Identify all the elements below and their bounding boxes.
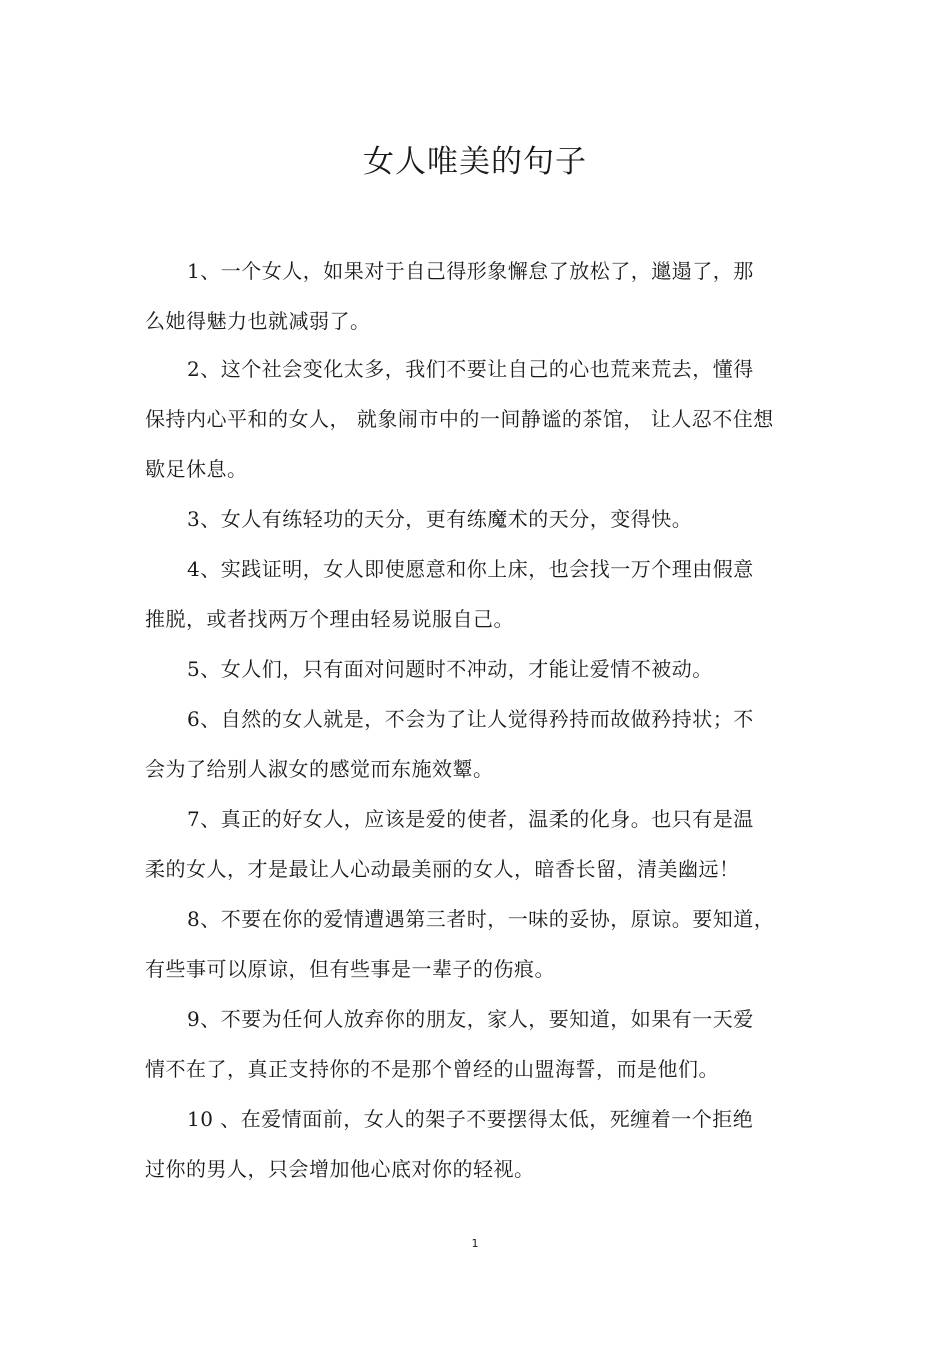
paragraph-2-line-3: 歇足休息。	[145, 457, 248, 481]
paragraph-4-line-1: 4、实践证明，女人即使愿意和你上床，也会找一万个理由假意	[187, 557, 754, 581]
paragraph-3-line-1: 3、女人有练轻功的天分，更有练魔术的天分，变得快。	[187, 507, 693, 531]
paragraph-2-line-2: 保持内心平和的女人， 就象闹市中的一间静谧的茶馆， 让人忍不住想	[145, 407, 774, 431]
paragraph-5-line-1: 5、女人们，只有面对问题时不冲动，才能让爱情不被动。	[187, 657, 713, 681]
paragraph-7-line-1: 7、真正的好女人，应该是爱的使者，温柔的化身。也只有是温	[187, 807, 754, 831]
paragraph-8-line-2: 有些事可以原谅，但有些事是一辈子的伤痕。	[145, 957, 555, 981]
paragraph-4-line-2: 推脱，或者找两万个理由轻易说服自己。	[145, 607, 514, 631]
page-number: 1	[471, 1237, 479, 1250]
paragraph-9-line-2: 情不在了，真正支持你的不是那个曾经的山盟海誓，而是他们。	[145, 1057, 719, 1081]
paragraph-10-line-1: 10 、在爱情面前，女人的架子不要摆得太低，死缠着一个拒绝	[187, 1107, 754, 1131]
paragraph-2-line-1: 2、这个社会变化太多，我们不要让自己的心也荒来荒去，懂得	[187, 357, 754, 381]
paragraph-1-line-1: 1、一个女人，如果对于自己得形象懈怠了放松了，邋遢了，那	[187, 259, 754, 283]
paragraph-6-line-2: 会为了给别人淑女的感觉而东施效颦。	[145, 757, 494, 781]
paragraph-9-line-1: 9、不要为任何人放弃你的朋友，家人，要知道，如果有一天爱	[187, 1007, 754, 1031]
paragraph-1-line-2: 么她得魅力也就减弱了。	[145, 309, 371, 333]
paragraph-6-line-1: 6、自然的女人就是，不会为了让人觉得矜持而故做矜持状；不	[187, 707, 754, 731]
paragraph-7-line-2: 柔的女人，才是最让人心动最美丽的女人，暗香长留，清美幽远！	[145, 857, 740, 881]
paragraph-8-line-1: 8、不要在你的爱情遭遇第三者时，一味的妥协，原谅。要知道，	[187, 907, 775, 931]
document-title: 女人唯美的句子	[363, 144, 587, 180]
paragraph-10-line-2: 过你的男人，只会增加他心底对你的轻视。	[145, 1157, 535, 1181]
